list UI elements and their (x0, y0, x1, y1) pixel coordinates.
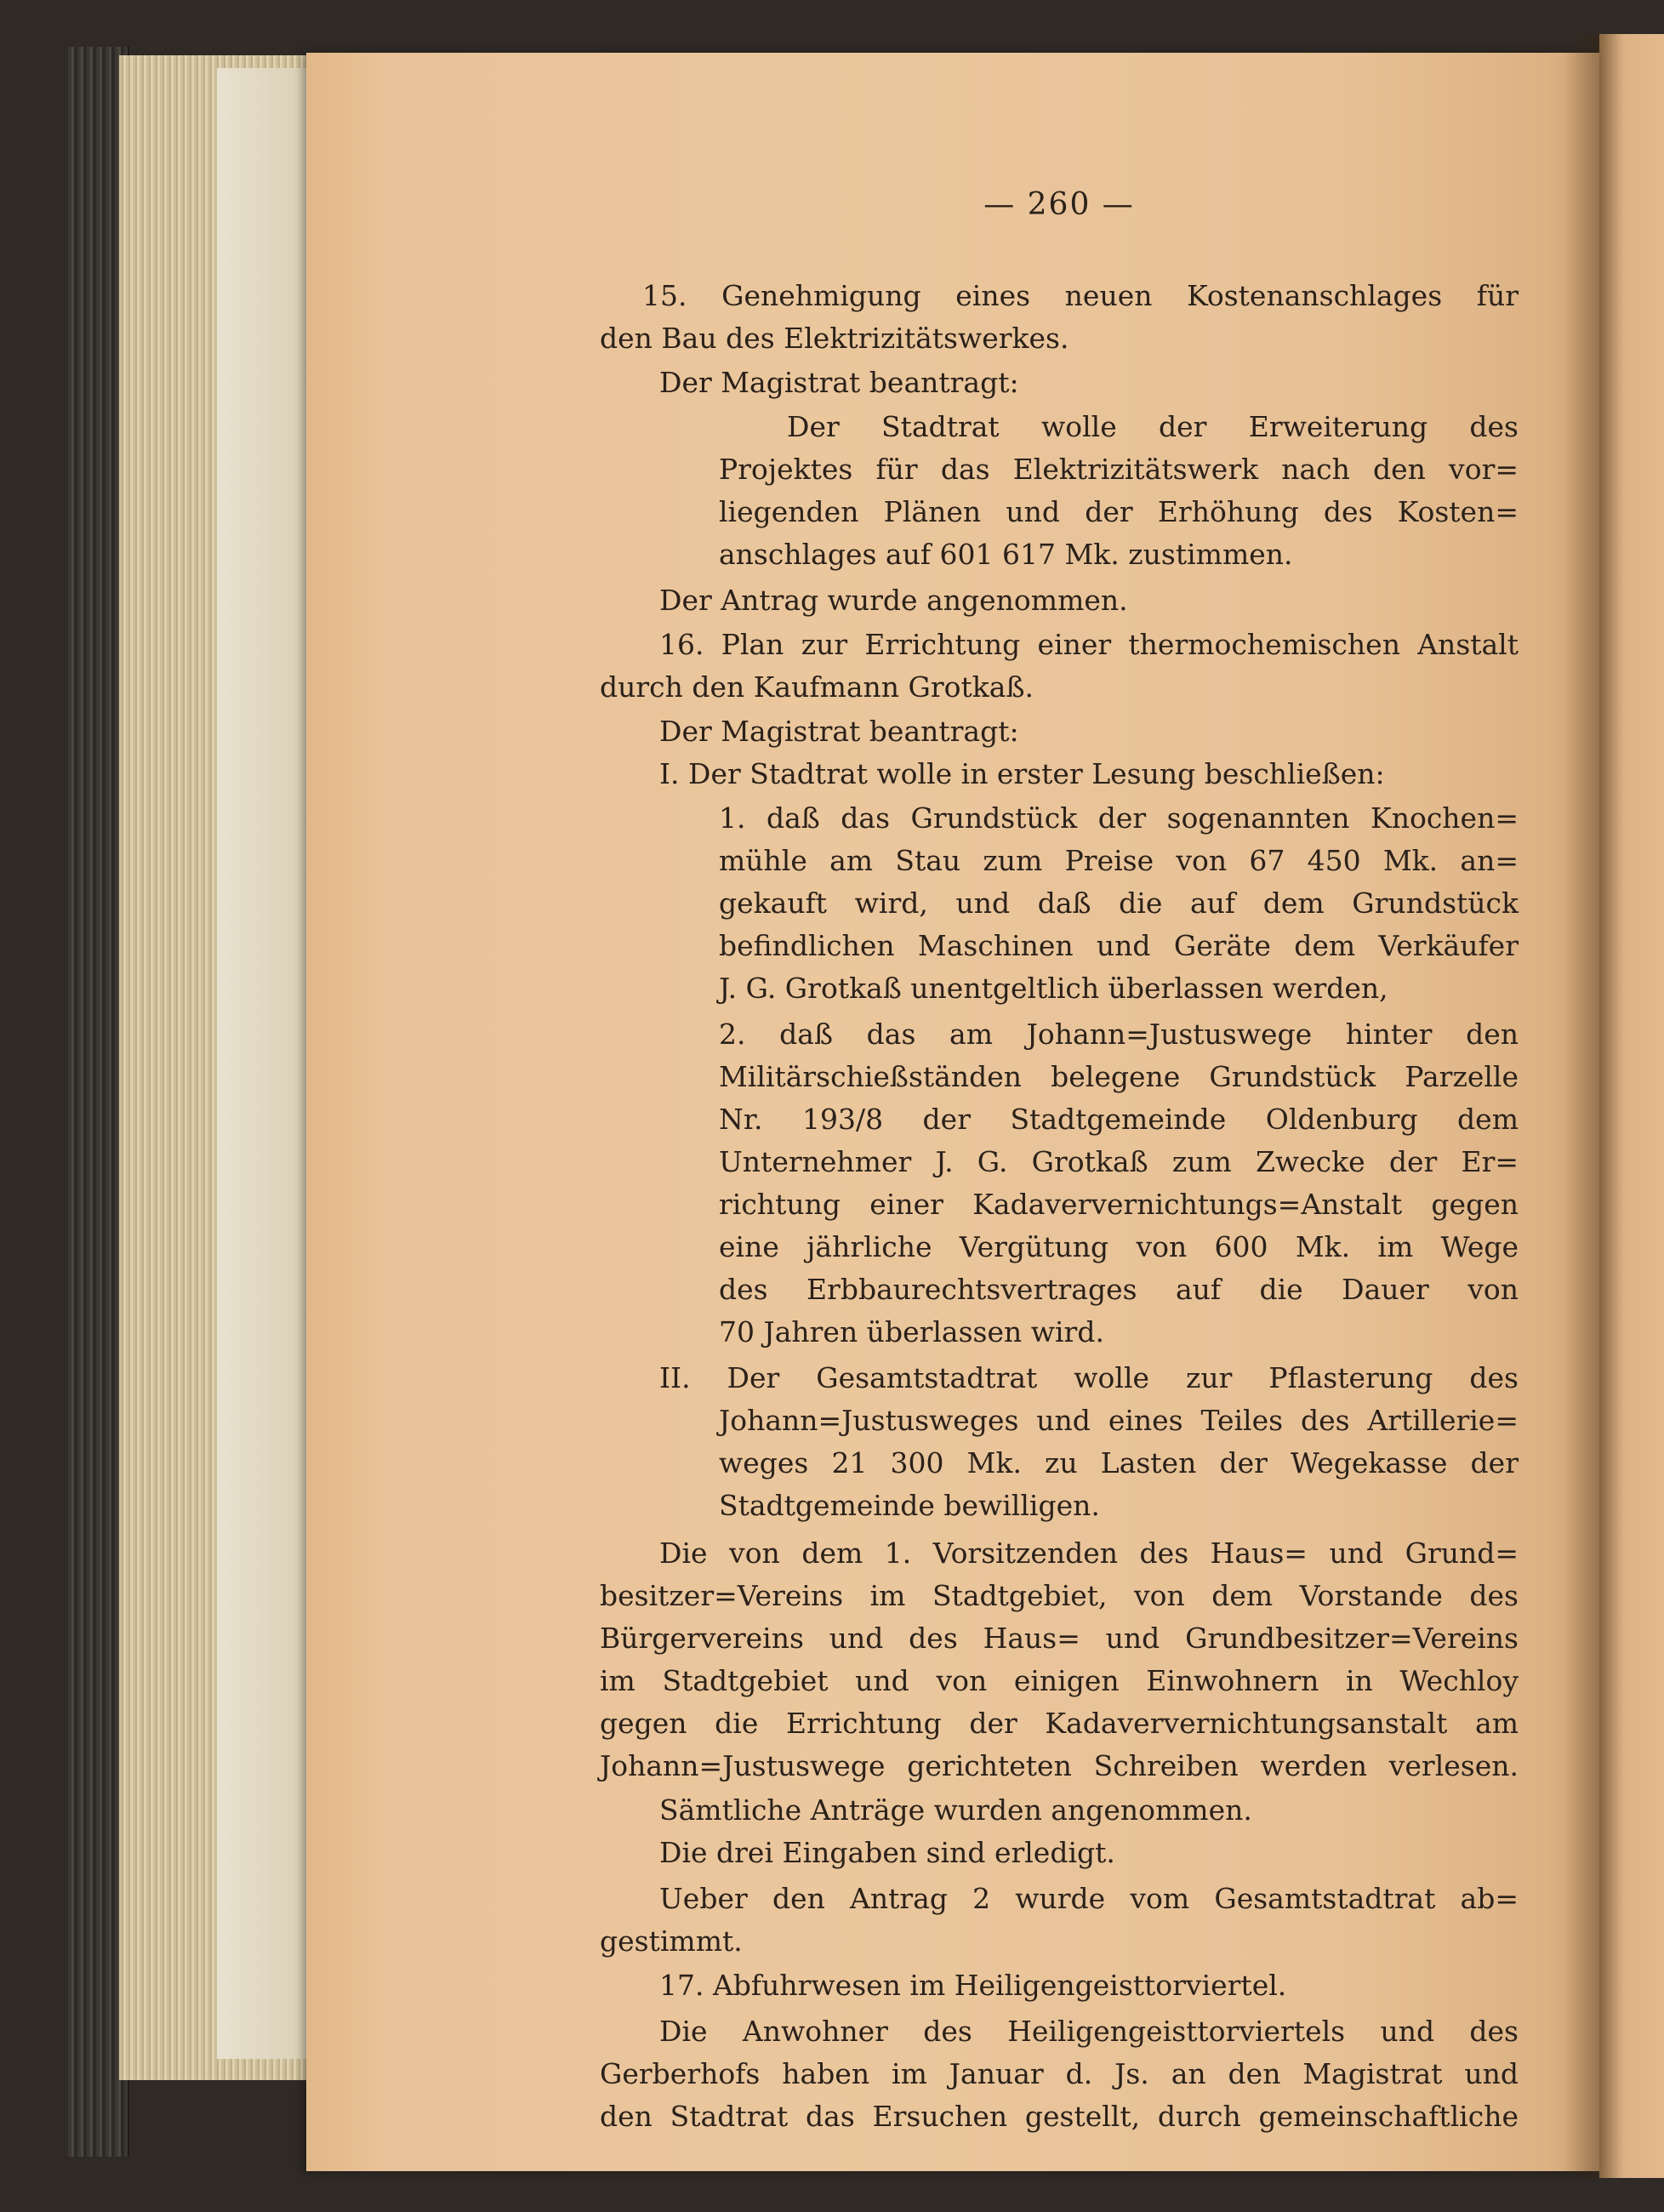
text-line: anschlages auf 601 617 Mk. zustimmen. (719, 538, 1293, 571)
text-line: Der Antrag wurde angenommen. (659, 584, 1128, 617)
text-line: den Stadtrat das Ersuchen gestellt, durch gemeinschaftliche (600, 2100, 1519, 2133)
text-line: gekauft wird, und daß die auf dem Grundstück (719, 887, 1519, 920)
text-line: gegen die Errichtung der Kadaververnichtungsanstalt am (600, 1707, 1519, 1740)
page-number: — 260 — (983, 187, 1135, 222)
text-line: befindlichen Maschinen und Geräte dem Verkäufer (719, 929, 1519, 962)
text-line: Projektes für das Elektrizitätswerk nach den vor= (719, 453, 1519, 486)
text-line: Der Stadtrat wolle der Erweiterung des (787, 410, 1519, 443)
text-line: Gerberhofs haben im Januar d. Js. an den Magistrat und (600, 2057, 1519, 2090)
text-line: eine jährliche Vergütung von 600 Mk. im Wege (719, 1230, 1519, 1263)
text-line: 16. Plan zur Errichtung einer thermochemischen Anstalt (659, 628, 1519, 661)
text-line: weges 21 300 Mk. zu Lasten der Wegekasse der (719, 1446, 1519, 1479)
text-line: Die von dem 1. Vorsitzenden des Haus= und Grund= (659, 1536, 1519, 1570)
text-line: Der Magistrat beantragt: (659, 366, 1019, 399)
text-line: des Erbbaurechtsvertrages auf die Dauer von (719, 1273, 1519, 1306)
text-line: Sämtliche Anträge wurden angenommen. (659, 1793, 1252, 1827)
text-line: mühle am Stau zum Preise von 67 450 Mk. an= (719, 844, 1519, 877)
text-line: Bürgervereins und des Haus= und Grundbesitzer=Vereins (600, 1622, 1519, 1655)
page-gutter-shadow (1565, 34, 1625, 2178)
text-line: Ueber den Antrag 2 wurde vom Gesamtstadtrat ab= (659, 1882, 1519, 1915)
text-line: J. G. Grotkaß unentgeltlich überlassen werden, (719, 972, 1388, 1005)
text-line: Nr. 193/8 der Stadtgemeinde Oldenburg dem (719, 1103, 1519, 1136)
text-line: besitzer=Vereins im Stadtgebiet, von dem Vorstande des (600, 1579, 1519, 1612)
text-line: 2. daß das am Johann=Justuswege hinter den (719, 1018, 1519, 1051)
text-line: I. Der Stadtrat wolle in erster Lesung beschließen: (659, 757, 1385, 790)
text-line: Die Anwohner des Heiligengeisttorviertels und des (659, 2015, 1519, 2048)
text-line: richtung einer Kadaververnichtungs=Anstalt gegen (719, 1188, 1519, 1221)
text-line: durch den Kaufmann Grotkaß. (600, 670, 1034, 704)
text-line: II. Der Gesamtstadtrat wolle zur Pflasterung des (659, 1361, 1519, 1394)
text-line: im Stadtgebiet und von einigen Einwohnern in Wechloy (600, 1664, 1519, 1697)
text-line: Militärschießständen belegene Grundstück Parzelle (719, 1060, 1519, 1093)
text-line: Johann=Justusweges und eines Teiles des Artillerie= (719, 1404, 1519, 1437)
text-line: Der Magistrat beantragt: (659, 715, 1019, 748)
text-line: Unternehmer J. G. Grotkaß zum Zwecke der Er= (719, 1145, 1519, 1178)
text-line: Johann=Justuswege gerichteten Schreiben werden verlesen. (600, 1749, 1519, 1782)
text-line: Stadtgemeinde bewilligen. (719, 1489, 1100, 1522)
text-line: liegenden Plänen und der Erhöhung des Kosten= (719, 495, 1519, 528)
text-line: den Bau des Elektrizitätswerkes. (600, 322, 1069, 355)
text-line: 70 Jahren überlassen wird. (719, 1315, 1104, 1348)
text-line: Die drei Eingaben sind erledigt. (659, 1836, 1115, 1869)
text-line: gestimmt. (600, 1924, 743, 1958)
text-line: 15. Genehmigung eines neuen Kostenanschlages für (642, 279, 1519, 312)
text-line: 1. daß das Grundstück der sogenannten Knochen= (719, 801, 1519, 835)
page-edges-light (217, 68, 319, 2059)
text-line: 17. Abfuhrwesen im Heiligengeisttorviertel. (659, 1969, 1287, 2002)
